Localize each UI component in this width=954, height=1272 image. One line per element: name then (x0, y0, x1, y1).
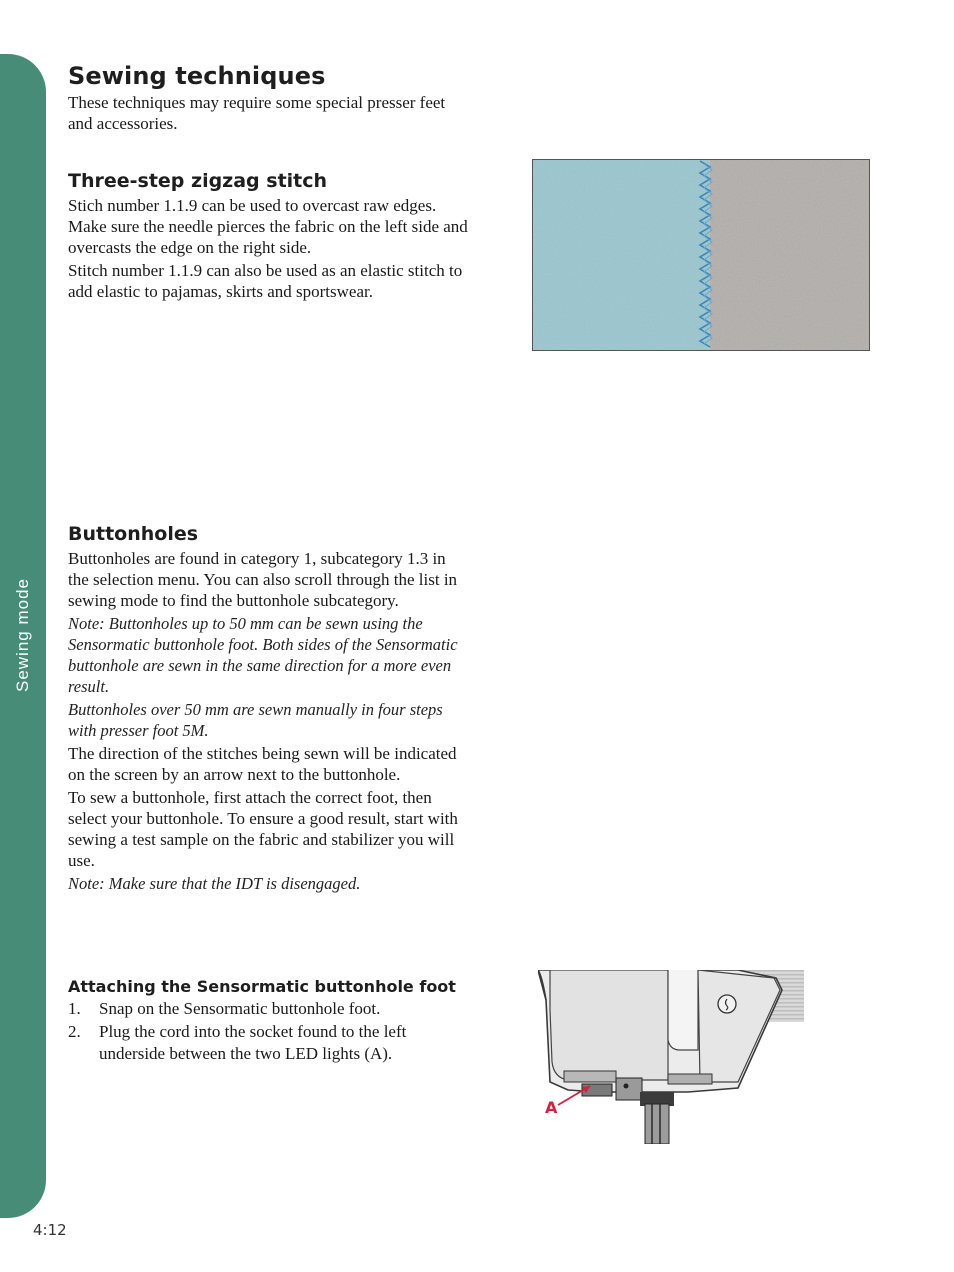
step-number: 2. (68, 1022, 81, 1041)
buttonholes-paragraph-1: Buttonholes are found in category 1, subcategory 1.3 in the selection menu. You can also scroll through the list in sewing mode to find the buttonhole subcategory. (68, 549, 458, 610)
buttonholes-note-3: Note: Make sure that the IDT is disengaged. (68, 874, 361, 893)
label-a: A (545, 1098, 558, 1117)
zigzag-paragraph-1: Stich number 1.1.9 can be used to overcast raw edges. Make sure the needle pierces the fabric on the left side and overcasts the edge on the right side. (68, 196, 468, 257)
page-title: Sewing techniques (68, 62, 326, 90)
list-item (68, 998, 468, 1020)
led-light-left (564, 1071, 616, 1082)
zigzag-fabric-image (532, 159, 870, 351)
front-panel (550, 970, 668, 1080)
attaching-heading: Attaching the Sensormatic buttonhole foot (68, 977, 456, 996)
buttonholes-paragraph-3: To sew a buttonhole, first attach the correct foot, then select your buttonhole. To ensure a good result, start with sewing a test sample on the fabric and stabilizer you will use. (68, 788, 458, 870)
denim-fabric (532, 159, 710, 351)
presser-bar (616, 1078, 642, 1100)
zigzag-paragraph-2: Stitch number 1.1.9 can also be used as an elastic stitch to add elastic to pajamas, skirts and sportswear. (68, 261, 463, 301)
side-panel (698, 970, 780, 1082)
intro-text: These techniques may require some special presser feet and accessories. (68, 93, 446, 133)
zigzag-section (68, 170, 468, 304)
needle-bar (645, 1104, 669, 1144)
buttonholes-section (68, 523, 468, 896)
step-text: Snap on the Sensormatic buttonhole foot. (99, 999, 381, 1018)
attaching-section (68, 977, 468, 1066)
step-number: 1. (68, 999, 81, 1018)
needle-arm (668, 970, 698, 1050)
led-light-right (668, 1074, 712, 1084)
intro-section (68, 62, 468, 136)
side-tab-label: Sewing mode (13, 577, 32, 693)
buttonholes-note-1: Note: Buttonholes up to 50 mm can be sewn using the Sensormatic buttonhole foot. Both sides of the Sensormatic buttonhole are sewn in the same direction for a more even result. (68, 614, 458, 696)
machine-underside-image (538, 970, 804, 1144)
buttonholes-heading: Buttonholes (68, 523, 199, 545)
needle-up-down-button (718, 995, 736, 1013)
step-text: Plug the cord into the socket found to the left underside between the two LED lights (A). (99, 1022, 407, 1063)
attaching-steps (68, 998, 468, 1065)
zigzag-heading: Three-step zigzag stitch (68, 170, 328, 192)
buttonholes-paragraph-2: The direction of the stitches being sewn will be indicated on the screen by an arrow next to the buttonhole. (68, 744, 457, 784)
list-item (68, 1021, 468, 1065)
buttonholes-note-2: Buttonholes over 50 mm are sewn manually in four steps with presser foot 5M. (68, 700, 443, 740)
page-number: 4:12 (33, 1221, 67, 1239)
